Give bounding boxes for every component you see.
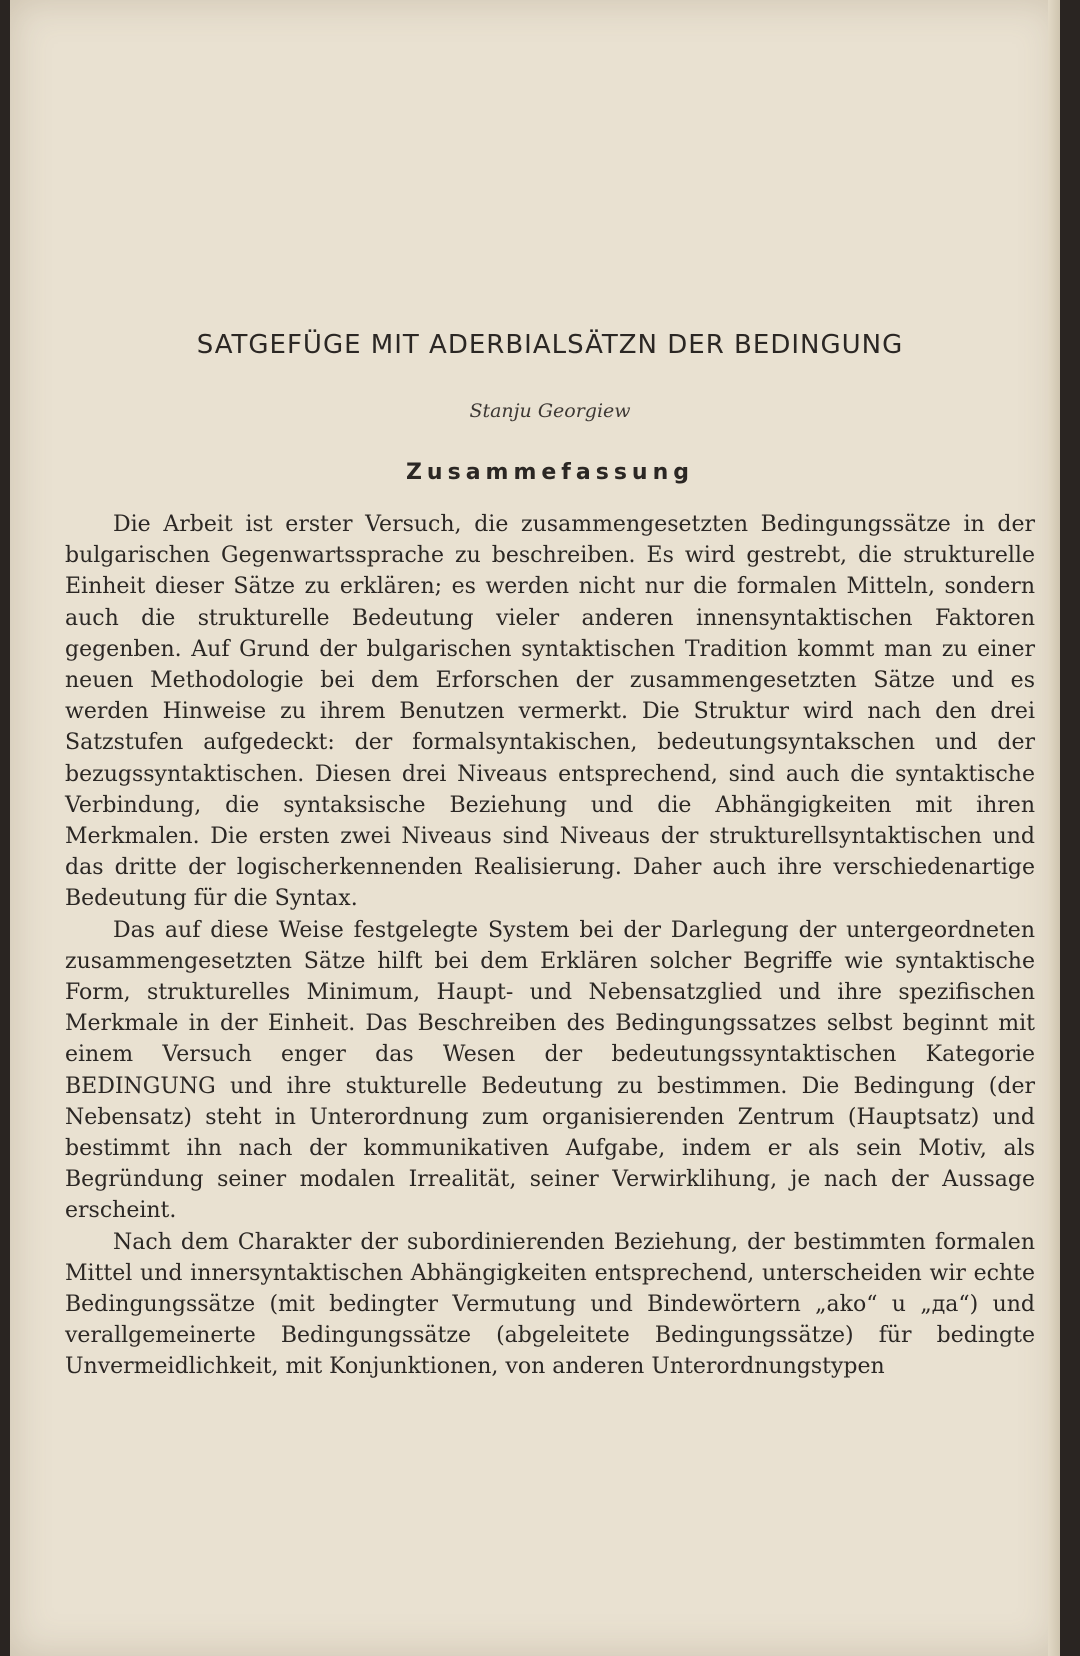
page-edge <box>1048 0 1060 1656</box>
scanned-page <box>10 0 1060 1656</box>
paragraph-1: Die Arbeit ist erster Versuch, die zusammengesetzten Bedingungssätze in der bulgarischen Gegenwartssprache zu beschreiben. Es wird gestrebt, die strukturelle Einheit dieser Sätze zu erklären; es werden nicht nur die formalen Mitteln, sondern auch die strukturelle Bedeutung vieler anderen innensyntaktischen Faktoren gegenben. Auf Grund der bulgarischen syntaktischen Tradition kommt man zu einer neuen Methodologie bei dem Erforschen der zusammengesetzten Sätze und es werden Hinweise zu ihrem Benutzen vermerkt. Die Struktur wird nach den drei Satzstufen aufgedeckt: der formalsyntakischen, bedeutungsyntakschen und der bezugssyntaktischen. Diesen drei Niveaus entsprechend, sind auch die syntaktische Verbindung, die syntaksische Beziehung und die Abhängigkeiten mit ihren Merkmalen. Die ersten zwei Niveaus sind Niveaus der strukturellsyntaktischen und das dritte der logischerkennenden Realisierung. Daher auch ihre verschiedenartige Bedeutung für die Syntax. <box>65 512 1035 912</box>
paragraph-2: Das auf diese Weise festgelegte System bei der Darlegung der untergeordneten zusammengesetzten Sätze hilft bei dem Erklären solcher Begriffe wie syntaktische Form, strukturelles Minimum, Haupt- und Nebensatzglied und ihre spezifischen Merkmale in der Einheit. Das Beschreiben des Bedingungssatzes selbst beginnt mit einem Versuch enger das Wesen der bedeutungssyntaktischen Kategorie BEDINGUNG und ihre stukturelle Bedeutung zu bestimmen. Die Bedingung (der Nebensatz) steht in Unterordnung zum organisierenden Zentrum (Hauptsatz) und bestimmt ihn nach der kommunikativen Aufgabe, indem er als sein Motiv, als Begründung seiner modalen Irrealität, seiner Verwirklihung, je nach der Aussage erscheint. <box>65 917 1035 1224</box>
author-name: Stanju Georgiew <box>469 400 631 422</box>
section-heading: Zusammefassung <box>405 460 694 485</box>
article-title: SATGEFÜGE MIT ADERBIALSÄTZN DER BEDINGUNG <box>196 330 904 360</box>
paragraph-3: Nach dem Charakter der subordinierenden Beziehung, der bestimmten formalen Mittel und innersyntaktischen Abhängigkeiten entsprechend, unterscheiden wir echte Bedingungssätze (mit bedingter Vermutung und Bindewörtern „ako“ u „да“) und verallgemeinerte Bedingungssätze (abgeleitete Bedingungssätze) für bedingte Unvermeidlichkeit, mit Konjunktionen, von anderen Unterordnungstypen <box>65 1229 1035 1380</box>
article-body <box>65 330 1035 1383</box>
